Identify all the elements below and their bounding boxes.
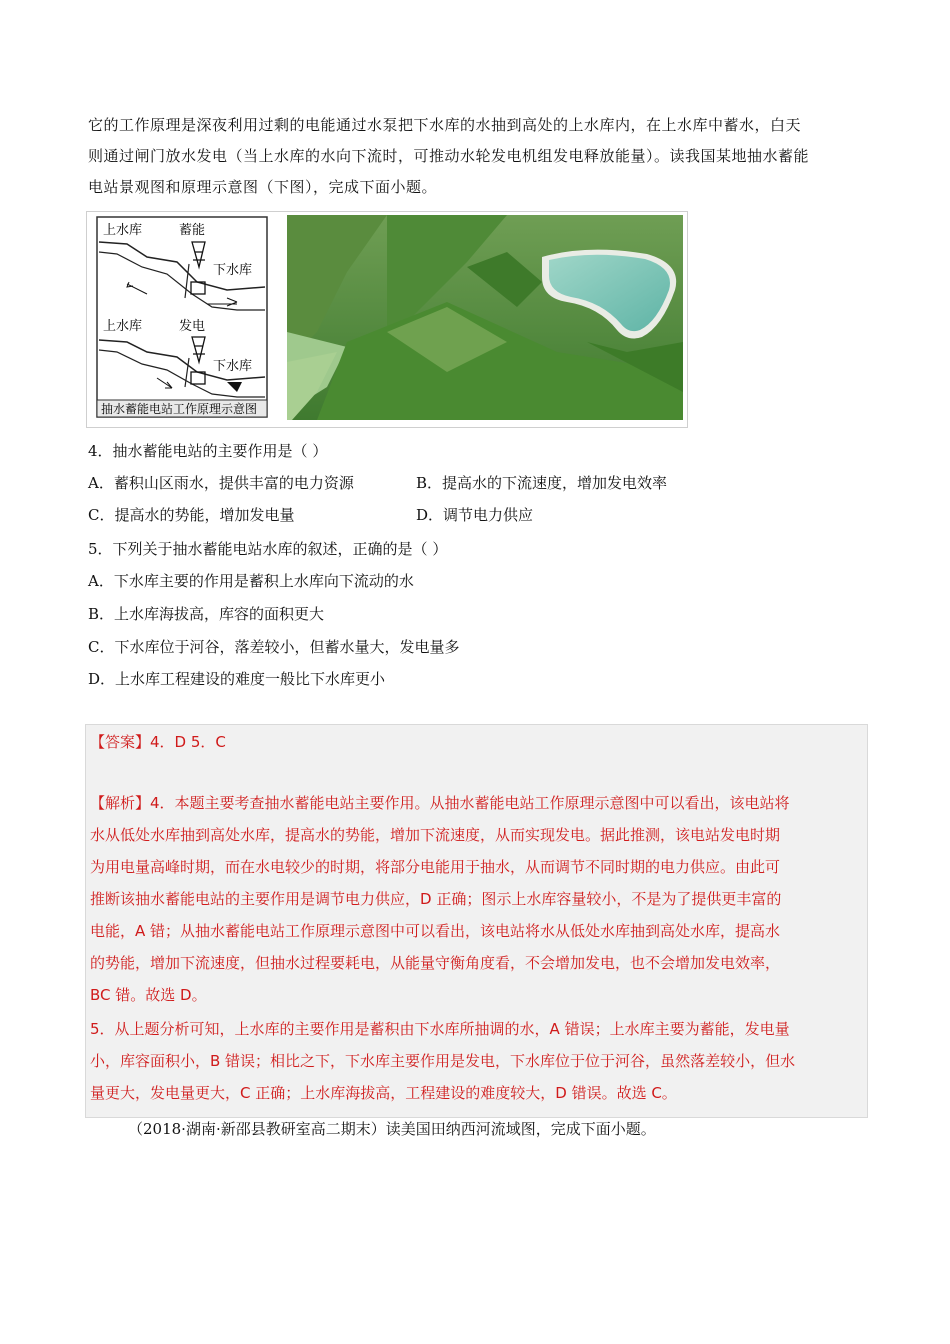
q4-option-a: A．蓄积山区雨水，提供丰富的电力资源 [88, 474, 354, 492]
landscape-photo [287, 215, 683, 420]
schematic-top-lower-label: 下水库 [213, 263, 253, 278]
intro-line: 电站景观图和原理示意图（下图），完成下面小题。 [88, 178, 438, 196]
q5-option-d: D．上水库工程建设的难度一般比下水库更小 [88, 670, 386, 688]
figure-svg [87, 212, 687, 427]
schematic-caption: 抽水蓄能电站工作原理示意图 [101, 402, 258, 416]
analysis-line: 推断该抽水蓄能电站的主要作用是调节电力供应，D 正确；图示上水库容量较小，不是为了提供更丰富的 [90, 890, 782, 908]
q4-option-d: D．调节电力供应 [416, 506, 534, 524]
intro-line: 它的工作原理是深夜利用过剩的电能通过水泵把下水库的水抽到高处的上水库内，在上水库中蓄水，白天 [88, 116, 802, 134]
q5-stem: 5．下列关于抽水蓄能电站水库的叙述，正确的是（ ） [88, 540, 448, 558]
q5-option-b: B．上水库海拔高，库容的面积更大 [88, 605, 325, 623]
analysis-line: 5．从上题分析可知，上水库的主要作用是蓄积由下水库所抽调的水，A 错误；上水库主要为蓄能，发电量 [90, 1020, 790, 1038]
analysis-line: 水从低处水库抽到高处水库，提高水的势能，增加下流速度，从而实现发电。据此推测，该电站发电时期 [90, 826, 781, 844]
intro-line: 则通过闸门放水发电（当上水库的水向下流时，可推动水轮发电机组发电释放能量）。读我国某地抽水蓄能 [88, 147, 810, 165]
schematic-top-upper-label: 上水库 [103, 223, 143, 238]
analysis-line: 电能，A 错；从抽水蓄能电站工作原理示意图中可以看出，该电站将水从低处水库抽到高处水库，提高水 [90, 922, 781, 940]
schematic-bottom-lower-label: 下水库 [213, 359, 253, 374]
analysis-line: 【解析】4．本题主要考查抽水蓄能电站主要作用。从抽水蓄能电站工作原理示意图中可以看出，该电站将 [90, 794, 790, 812]
analysis-line: 量更大，发电量更大，C 正确；上水库海拔高，工程建设的难度较大，D 错误。故选 C。 [90, 1084, 677, 1102]
q4-option-c: C．提高水的势能，增加发电量 [88, 506, 295, 524]
q4-option-b: B．提高水的下流速度，增加发电效率 [416, 474, 668, 492]
analysis-line: 的势能，增加下流速度，但抽水过程要耗电，从能量守衡角度看，不会增加发电，也不会增加发电效率， [90, 954, 781, 972]
figure-pumped-storage [86, 211, 688, 428]
q5-option-a: A．下水库主要的作用是蓄积上水库向下流动的水 [88, 572, 414, 590]
principle-schematic [97, 217, 267, 417]
intro-paragraph [88, 110, 868, 203]
analysis-line: 为用电量高峰时期，而在水电较少的时期，将部分电能用于抽水，从而调节不同时期的电力供应。由此可 [90, 858, 781, 876]
analysis-line: BC 错。故选 D。 [90, 986, 207, 1004]
q4-stem: 4．抽水蓄能电站的主要作用是（ ） [88, 442, 328, 460]
schematic-top-mode-label: 蓄能 [179, 223, 206, 238]
q5-option-c: C．下水库位于河谷，落差较小，但蓄水量大，发电量多 [88, 638, 460, 656]
schematic-bottom-mode-label: 发电 [179, 319, 206, 334]
answer-line: 【答案】4．D 5．C [90, 733, 226, 751]
analysis-line: 小，库容面积小，B 错误；相比之下，下水库主要作用是发电，下水库位于位于河谷，虽然落差较小，但水 [90, 1052, 796, 1070]
next-question-intro: （2018·湖南·新邵县教研室高二期末）读美国田纳西河流域图，完成下面小题。 [128, 1120, 656, 1138]
schematic-bottom-upper-label: 上水库 [103, 319, 143, 334]
